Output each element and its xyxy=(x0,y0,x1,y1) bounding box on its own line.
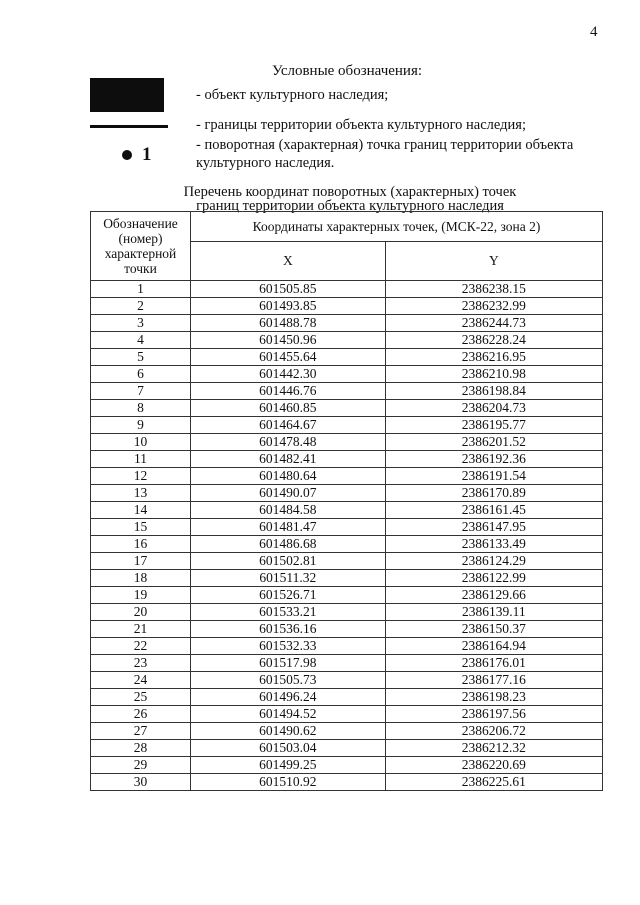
x-coordinate-cell: 601526.71 xyxy=(191,587,386,604)
y-coordinate-cell: 2386164.94 xyxy=(385,638,602,655)
x-coordinate-cell: 601505.73 xyxy=(191,672,386,689)
point-number-cell: 5 xyxy=(91,349,191,366)
table-title-line2: границ территории объекта культурного наследия xyxy=(196,198,504,214)
table-row xyxy=(91,400,603,417)
x-coordinate-cell: 601455.64 xyxy=(191,349,386,366)
y-coordinate-cell: 2386204.73 xyxy=(385,400,602,417)
turning-point-symbol xyxy=(122,144,152,166)
boundary-line-icon xyxy=(90,125,168,128)
y-coordinate-cell: 2386228.24 xyxy=(385,332,602,349)
table-body xyxy=(91,281,603,791)
table-row xyxy=(91,723,603,740)
table-row xyxy=(91,570,603,587)
x-coordinate-cell: 601496.24 xyxy=(191,689,386,706)
y-coordinate-cell: 2386129.66 xyxy=(385,587,602,604)
table-row xyxy=(91,672,603,689)
table-row xyxy=(91,349,603,366)
x-coordinate-cell: 601464.67 xyxy=(191,417,386,434)
point-number-cell: 28 xyxy=(91,740,191,757)
y-coordinate-cell: 2386176.01 xyxy=(385,655,602,672)
x-coordinate-cell: 601484.58 xyxy=(191,502,386,519)
point-number-cell: 16 xyxy=(91,536,191,553)
header-coordinates: Координаты характерных точек, (МСК-22, зона 2) xyxy=(191,212,603,242)
x-coordinate-cell: 601493.85 xyxy=(191,298,386,315)
legend-item-turning-point xyxy=(90,136,610,176)
point-number-cell: 19 xyxy=(91,587,191,604)
y-coordinate-cell: 2386210.98 xyxy=(385,366,602,383)
y-coordinate-cell: 2386150.37 xyxy=(385,621,602,638)
x-coordinate-cell: 601446.76 xyxy=(191,383,386,400)
point-number-cell: 8 xyxy=(91,400,191,417)
table-row xyxy=(91,383,603,400)
point-number-cell: 30 xyxy=(91,774,191,791)
table-row xyxy=(91,298,603,315)
point-number-cell: 15 xyxy=(91,519,191,536)
table-row xyxy=(91,689,603,706)
point-number-cell: 3 xyxy=(91,315,191,332)
point-number-cell: 25 xyxy=(91,689,191,706)
y-coordinate-cell: 2386177.16 xyxy=(385,672,602,689)
page-number: 4 xyxy=(590,24,598,40)
table-row xyxy=(91,451,603,468)
x-coordinate-cell: 601450.96 xyxy=(191,332,386,349)
table-row xyxy=(91,655,603,672)
y-coordinate-cell: 2386232.99 xyxy=(385,298,602,315)
x-coordinate-cell: 601503.04 xyxy=(191,740,386,757)
point-number-cell: 17 xyxy=(91,553,191,570)
point-number-cell: 18 xyxy=(91,570,191,587)
point-number-cell: 20 xyxy=(91,604,191,621)
x-coordinate-cell: 601511.32 xyxy=(191,570,386,587)
y-coordinate-cell: 2386139.11 xyxy=(385,604,602,621)
x-coordinate-cell: 601481.47 xyxy=(191,519,386,536)
point-number-cell: 1 xyxy=(91,281,191,298)
table-row xyxy=(91,315,603,332)
header-point-number: Обозначение (номер) характерной точки xyxy=(91,212,191,281)
x-coordinate-cell: 601510.92 xyxy=(191,774,386,791)
y-coordinate-cell: 2386212.32 xyxy=(385,740,602,757)
x-coordinate-cell: 601505.85 xyxy=(191,281,386,298)
x-coordinate-cell: 601499.25 xyxy=(191,757,386,774)
table-row xyxy=(91,621,603,638)
x-coordinate-cell: 601482.41 xyxy=(191,451,386,468)
legend-text-turning-point-line2: культурного наследия. xyxy=(196,155,335,171)
x-coordinate-cell: 601502.81 xyxy=(191,553,386,570)
point-number-cell: 29 xyxy=(91,757,191,774)
x-coordinate-cell: 601486.68 xyxy=(191,536,386,553)
x-coordinate-cell: 601488.78 xyxy=(191,315,386,332)
legend-text-boundary: - границы территории объекта культурного наследия; xyxy=(196,117,526,133)
x-coordinate-cell: 601442.30 xyxy=(191,366,386,383)
point-number-cell: 26 xyxy=(91,706,191,723)
coordinates-table xyxy=(90,211,603,791)
point-number-cell: 10 xyxy=(91,434,191,451)
table-row xyxy=(91,604,603,621)
legend-title: Условные обозначения: xyxy=(272,63,423,79)
table-row xyxy=(91,553,603,570)
point-number-cell: 14 xyxy=(91,502,191,519)
point-number-cell: 27 xyxy=(91,723,191,740)
x-coordinate-cell: 601536.16 xyxy=(191,621,386,638)
legend-item-boundary xyxy=(90,116,610,136)
point-number-cell: 24 xyxy=(91,672,191,689)
table-row xyxy=(91,774,603,791)
point-number-cell: 12 xyxy=(91,468,191,485)
y-coordinate-cell: 2386197.56 xyxy=(385,706,602,723)
y-coordinate-cell: 2386192.36 xyxy=(385,451,602,468)
legend-text-turning-point-line1: - поворотная (характерная) точка границ территории объекта xyxy=(196,137,574,153)
x-coordinate-cell: 601490.07 xyxy=(191,485,386,502)
x-coordinate-cell: 601478.48 xyxy=(191,434,386,451)
table-row xyxy=(91,536,603,553)
y-coordinate-cell: 2386220.69 xyxy=(385,757,602,774)
point-number-cell: 2 xyxy=(91,298,191,315)
point-label: 1 xyxy=(142,144,152,165)
x-coordinate-cell: 601490.62 xyxy=(191,723,386,740)
point-number-cell: 22 xyxy=(91,638,191,655)
y-coordinate-cell: 2386170.89 xyxy=(385,485,602,502)
legend-item-heritage-object xyxy=(90,78,610,112)
table-title xyxy=(90,185,610,213)
y-coordinate-cell: 2386244.73 xyxy=(385,315,602,332)
table-row xyxy=(91,332,603,349)
y-coordinate-cell: 2386122.99 xyxy=(385,570,602,587)
table-row xyxy=(91,281,603,298)
point-dot-icon xyxy=(122,150,132,160)
filled-rectangle-icon xyxy=(90,78,164,112)
y-coordinate-cell: 2386195.77 xyxy=(385,417,602,434)
legend-text-heritage-object: - объект культурного наследия; xyxy=(196,87,389,103)
point-number-cell: 4 xyxy=(91,332,191,349)
table-row xyxy=(91,366,603,383)
y-coordinate-cell: 2386206.72 xyxy=(385,723,602,740)
y-coordinate-cell: 2386225.61 xyxy=(385,774,602,791)
y-coordinate-cell: 2386147.95 xyxy=(385,519,602,536)
point-number-cell: 21 xyxy=(91,621,191,638)
y-coordinate-cell: 2386216.95 xyxy=(385,349,602,366)
point-number-cell: 11 xyxy=(91,451,191,468)
table-row xyxy=(91,468,603,485)
y-coordinate-cell: 2386191.54 xyxy=(385,468,602,485)
table-row xyxy=(91,502,603,519)
x-coordinate-cell: 601517.98 xyxy=(191,655,386,672)
y-coordinate-cell: 2386124.29 xyxy=(385,553,602,570)
y-coordinate-cell: 2386161.45 xyxy=(385,502,602,519)
point-number-cell: 6 xyxy=(91,366,191,383)
table-row xyxy=(91,638,603,655)
x-coordinate-cell: 601480.64 xyxy=(191,468,386,485)
table-row xyxy=(91,757,603,774)
point-number-cell: 23 xyxy=(91,655,191,672)
y-coordinate-cell: 2386133.49 xyxy=(385,536,602,553)
x-coordinate-cell: 601494.52 xyxy=(191,706,386,723)
header-y: Y xyxy=(385,242,602,281)
x-coordinate-cell: 601532.33 xyxy=(191,638,386,655)
x-coordinate-cell: 601533.21 xyxy=(191,604,386,621)
table-row xyxy=(91,706,603,723)
y-coordinate-cell: 2386198.84 xyxy=(385,383,602,400)
y-coordinate-cell: 2386201.52 xyxy=(385,434,602,451)
y-coordinate-cell: 2386238.15 xyxy=(385,281,602,298)
table-row xyxy=(91,417,603,434)
header-x: X xyxy=(191,242,386,281)
table-row xyxy=(91,434,603,451)
point-number-cell: 7 xyxy=(91,383,191,400)
table-row xyxy=(91,587,603,604)
table-row xyxy=(91,485,603,502)
legend-text-turning-point xyxy=(196,136,573,172)
point-number-cell: 9 xyxy=(91,417,191,434)
point-number-cell: 13 xyxy=(91,485,191,502)
table-title-line1: Перечень координат поворотных (характерных) точек xyxy=(183,184,517,200)
y-coordinate-cell: 2386198.23 xyxy=(385,689,602,706)
x-coordinate-cell: 601460.85 xyxy=(191,400,386,417)
table-row xyxy=(91,740,603,757)
table-row xyxy=(91,519,603,536)
